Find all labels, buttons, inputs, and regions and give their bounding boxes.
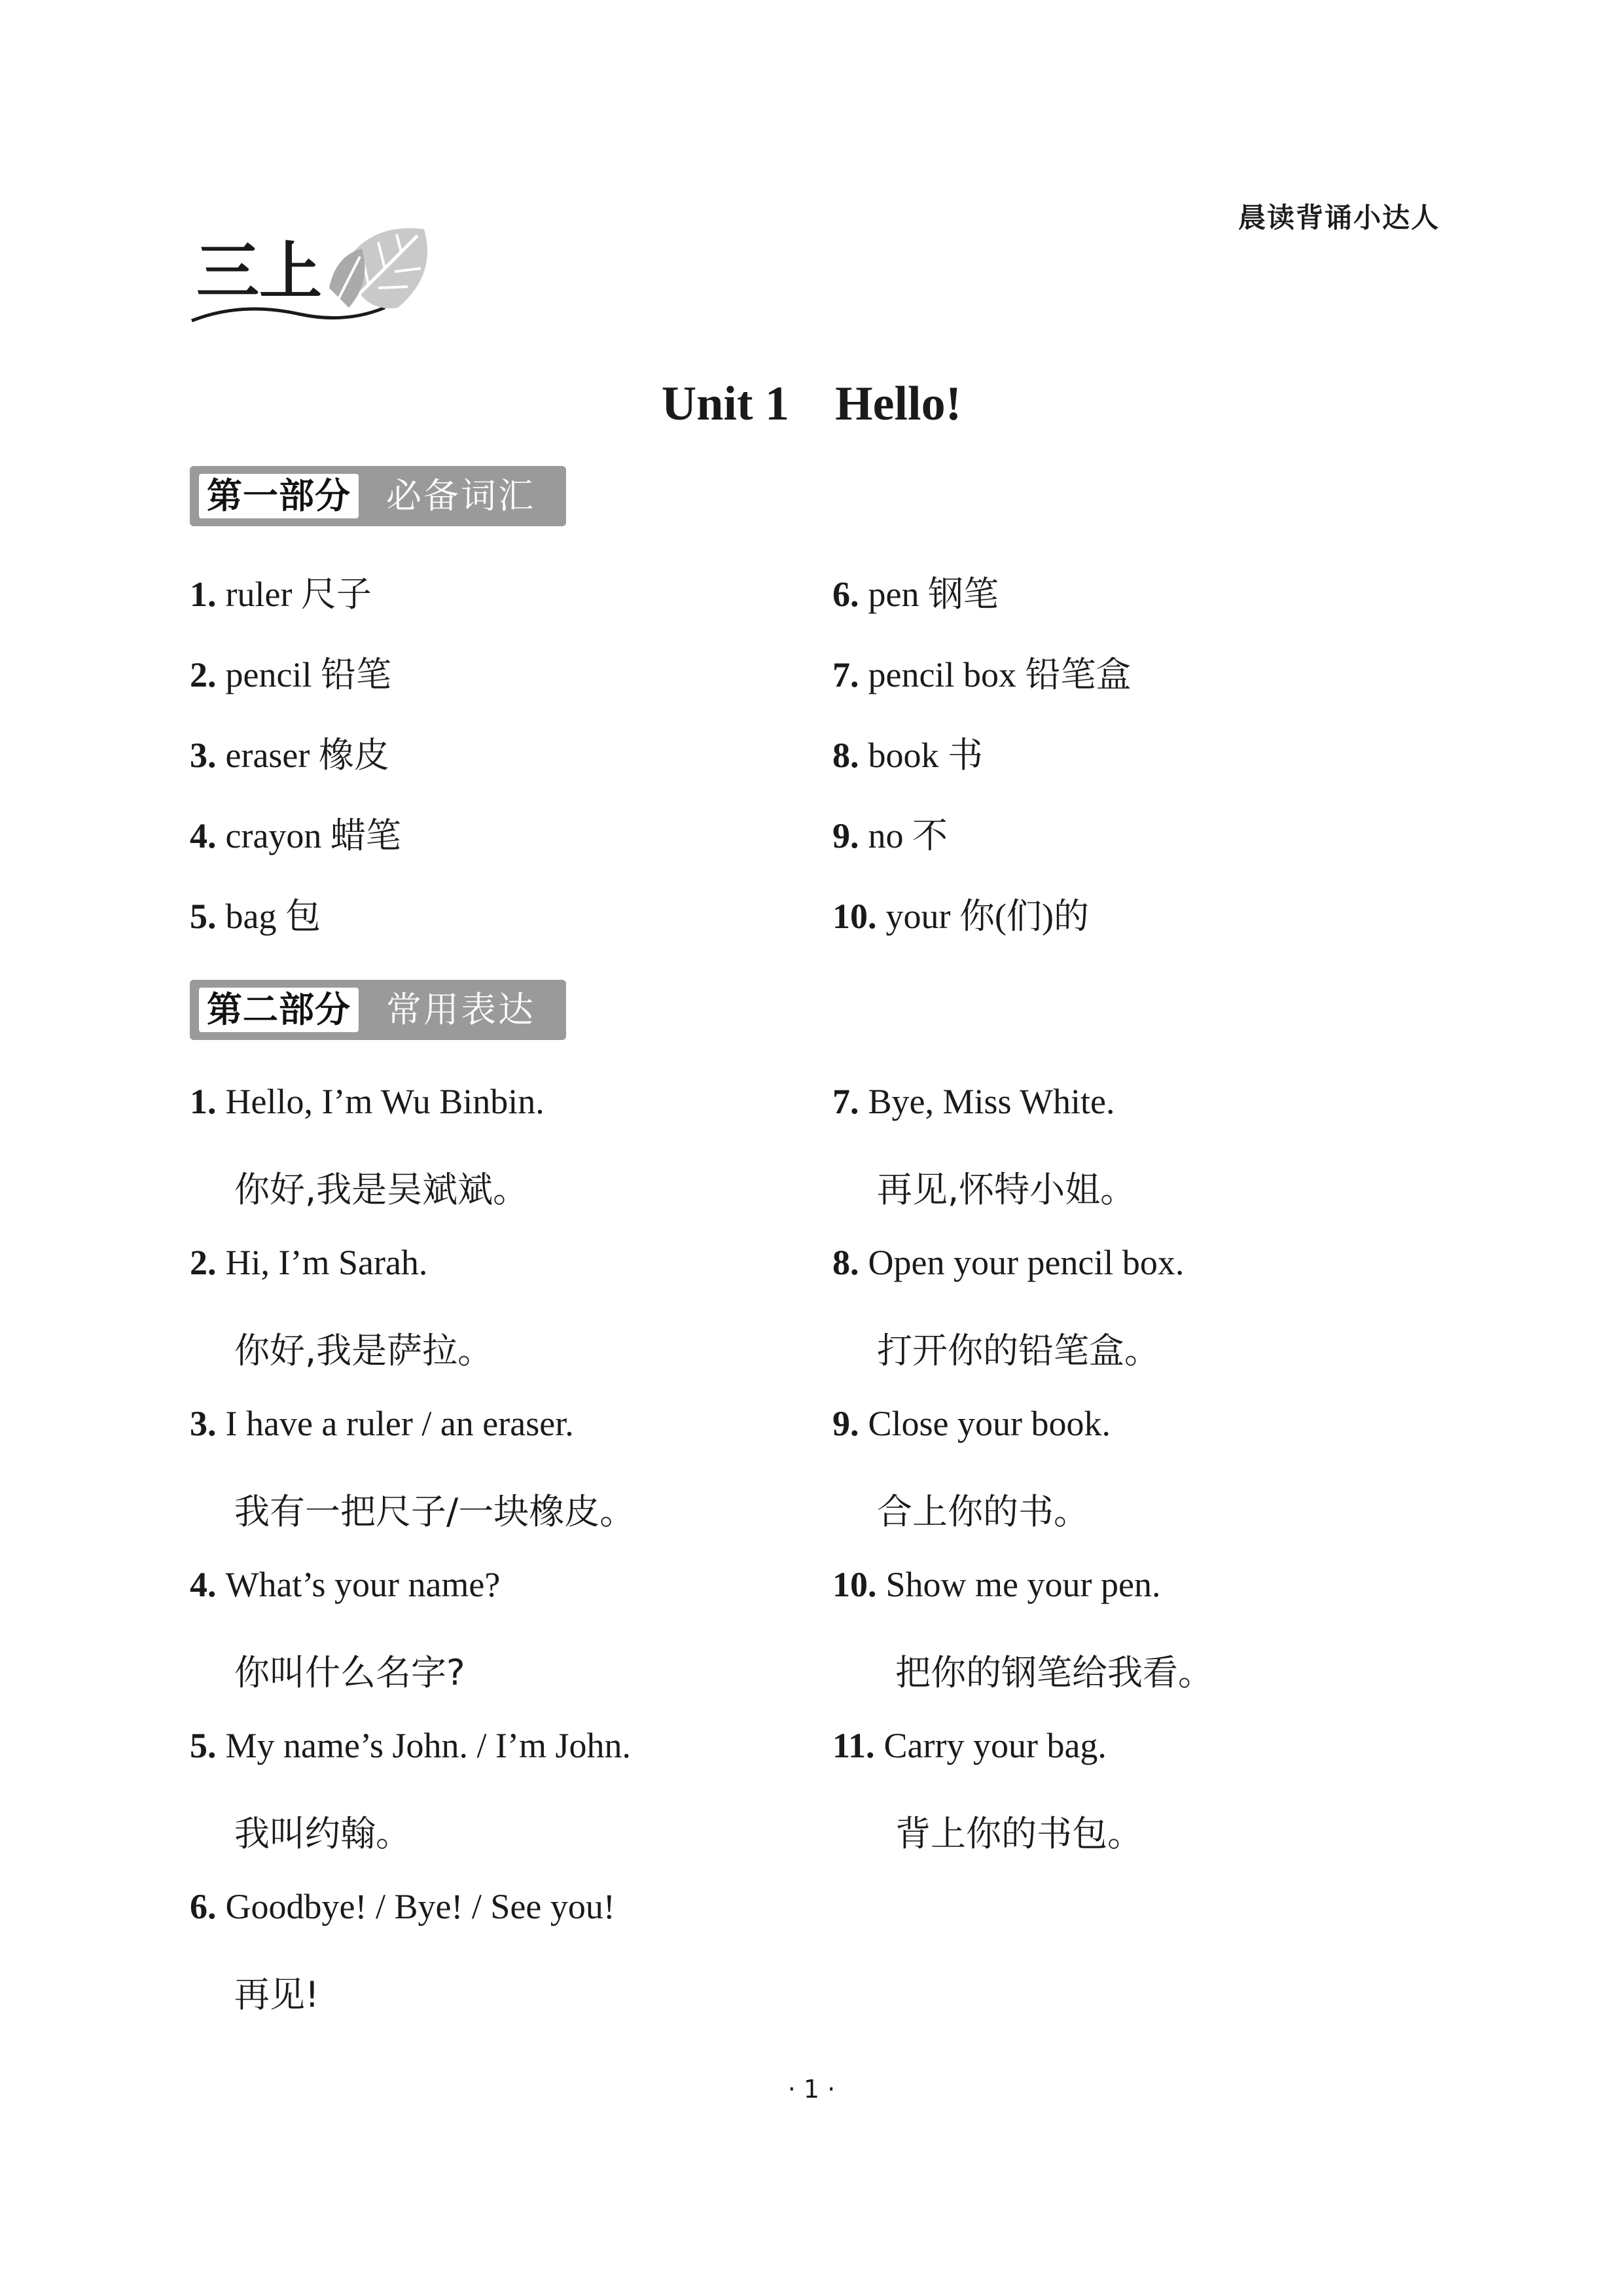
expression-zh: 把你的钢笔给我看。 bbox=[895, 1652, 1213, 1693]
series-title: 晨读背诵小达人 bbox=[1238, 202, 1440, 234]
expression-en: 7. Bye, Miss White. bbox=[832, 1082, 1115, 1121]
section1-part-label: 第一部分 bbox=[199, 474, 359, 518]
expression-zh: 你好,我是吴斌斌。 bbox=[234, 1169, 529, 1210]
vocab-item: 4. crayon 蜡笔 bbox=[190, 816, 401, 855]
expression-zh: 背上你的书包。 bbox=[895, 1813, 1143, 1854]
expression-en: 6. Goodbye! / Bye! / See you! bbox=[190, 1887, 615, 1926]
vocab-item: 1. ruler 尺子 bbox=[190, 575, 372, 614]
expression-zh: 再见! bbox=[234, 1974, 319, 2015]
vocab-item: 2. pencil 铅笔 bbox=[190, 655, 391, 694]
page-number: · 1 · bbox=[787, 2075, 836, 2104]
unit-number: Unit 1 bbox=[661, 377, 790, 431]
grade-logo bbox=[188, 216, 450, 334]
vocab-item: 8. book 书 bbox=[832, 736, 983, 775]
expression-zh: 你好,我是萨拉。 bbox=[234, 1330, 493, 1371]
expression-zh: 我叫约翰。 bbox=[234, 1813, 411, 1854]
expression-en: 11. Carry your bag. bbox=[832, 1726, 1107, 1765]
expression-zh: 合上你的书。 bbox=[877, 1491, 1089, 1532]
vocab-item: 7. pencil box 铅笔盒 bbox=[832, 655, 1132, 694]
unit-name: Hello! bbox=[835, 377, 962, 431]
section1-name: 必备词汇 bbox=[386, 475, 535, 516]
vocab-item: 3. eraser 橡皮 bbox=[190, 736, 389, 775]
grade-label: 三上 bbox=[196, 235, 322, 308]
section1-badge bbox=[190, 466, 566, 526]
vocab-item: 10. your 你(们)的 bbox=[832, 897, 1089, 936]
vocab-item: 5. bag 包 bbox=[190, 897, 321, 936]
section2-name: 常用表达 bbox=[386, 989, 535, 1030]
swoosh-decoration bbox=[192, 308, 385, 321]
expression-en: 5. My name’s John. / I’m John. bbox=[190, 1726, 631, 1765]
expression-zh: 再见,怀特小姐。 bbox=[877, 1169, 1136, 1210]
expression-en: 10. Show me your pen. bbox=[832, 1565, 1161, 1604]
expression-en: 8. Open your pencil box. bbox=[832, 1243, 1185, 1282]
expression-zh: 你叫什么名字? bbox=[234, 1652, 465, 1693]
expression-en: 4. What’s your name? bbox=[190, 1565, 501, 1604]
expression-en: 3. I have a ruler / an eraser. bbox=[190, 1404, 574, 1443]
vocab-item: 6. pen 钢笔 bbox=[832, 575, 999, 614]
expression-en: 9. Close your book. bbox=[832, 1404, 1111, 1443]
expression-en: 2. Hi, I’m Sarah. bbox=[190, 1243, 428, 1282]
expression-en: 1. Hello, I’m Wu Binbin. bbox=[190, 1082, 544, 1121]
expression-zh: 打开你的铅笔盒。 bbox=[877, 1330, 1160, 1371]
section2-part-label: 第二部分 bbox=[199, 988, 359, 1032]
leaf-icon bbox=[329, 228, 427, 309]
unit-title bbox=[0, 376, 1623, 432]
vocab-item: 9. no 不 bbox=[832, 816, 948, 855]
expression-zh: 我有一把尺子/一块橡皮。 bbox=[234, 1491, 635, 1532]
section2-badge bbox=[190, 980, 566, 1040]
